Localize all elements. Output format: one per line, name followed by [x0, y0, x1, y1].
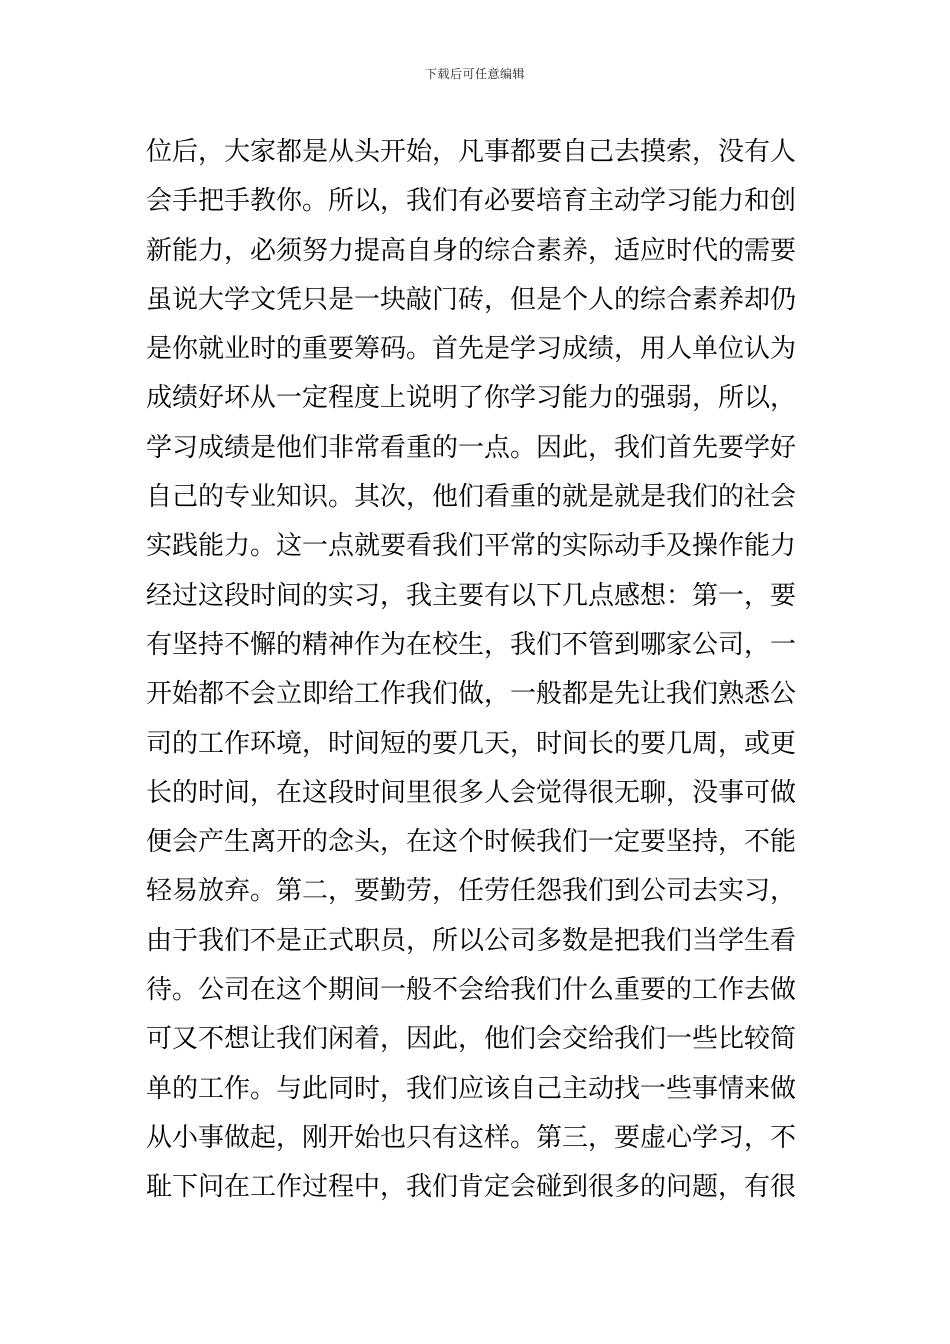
text-line: 位后，大家都是从头开始，凡事都要自己去摸索，没有人 [146, 137, 797, 167]
text-line: 长的时间，在这段时间里很多人会觉得很无聊，没事可做 [146, 777, 797, 808]
text-line: 便会产生离开的念头，在这个时候我们一定要坚持，不能 [146, 827, 797, 858]
text-line: 新能力，必须努力提高自身的综合素养，适应时代的需要 [146, 235, 797, 266]
text-line: 单的工作。与此同时，我们应该自己主动找一些事情来做 [146, 1073, 797, 1104]
text-line: 待。公司在这个期间一般不会给我们什么重要的工作去做 [146, 975, 797, 1006]
text-line: 司的工作环境，时间短的要几天，时间长的要几周，或更 [146, 728, 797, 759]
text-line: 学习成绩是他们非常看重的一点。因此，我们首先要学好 [146, 432, 797, 463]
page-header: 下载后可任意编辑 [424, 67, 525, 81]
text-line: 成绩好坏从一定程度上说明了你学习能力的强弱，所以， [146, 383, 797, 414]
text-line: 实践能力。这一点就要看我们平常的实际动手及操作能力 [146, 531, 797, 562]
text-line: 从小事做起，刚开始也只有这样。第三，要虚心学习，不 [146, 1122, 797, 1153]
text-line: 开始都不会立即给工作我们做，一般都是先让我们熟悉公 [146, 679, 797, 710]
text-line: 耻下问在工作过程中，我们肯定会碰到很多的问题，有很 [146, 1172, 797, 1203]
text-line: 经过这段时间的实习，我主要有以下几点感想：第一，要 [146, 580, 797, 611]
text-line: 是你就业时的重要筹码。首先是学习成绩，用人单位认为 [146, 334, 797, 365]
text-line: 由于我们不是正式职员，所以公司多数是把我们当学生看 [146, 925, 797, 956]
text-line: 可又不想让我们闲着，因此，他们会交给我们一些比较简 [146, 1024, 797, 1055]
text-line: 会手把手教你。所以，我们有必要培育主动学习能力和创 [146, 186, 797, 217]
body-text [146, 128, 810, 1213]
text-line: 有坚持不懈的精神作为在校生，我们不管到哪家公司，一 [146, 629, 797, 660]
text-line: 虽说大学文凭只是一块敲门砖，但是个人的综合素养却仍 [146, 284, 797, 315]
text-line: 轻易放弃。第二，要勤劳，任劳任怨我们到公司去实习， [146, 876, 797, 907]
text-line: 自己的专业知识。其次，他们看重的就是就是我们的社会 [146, 482, 797, 513]
